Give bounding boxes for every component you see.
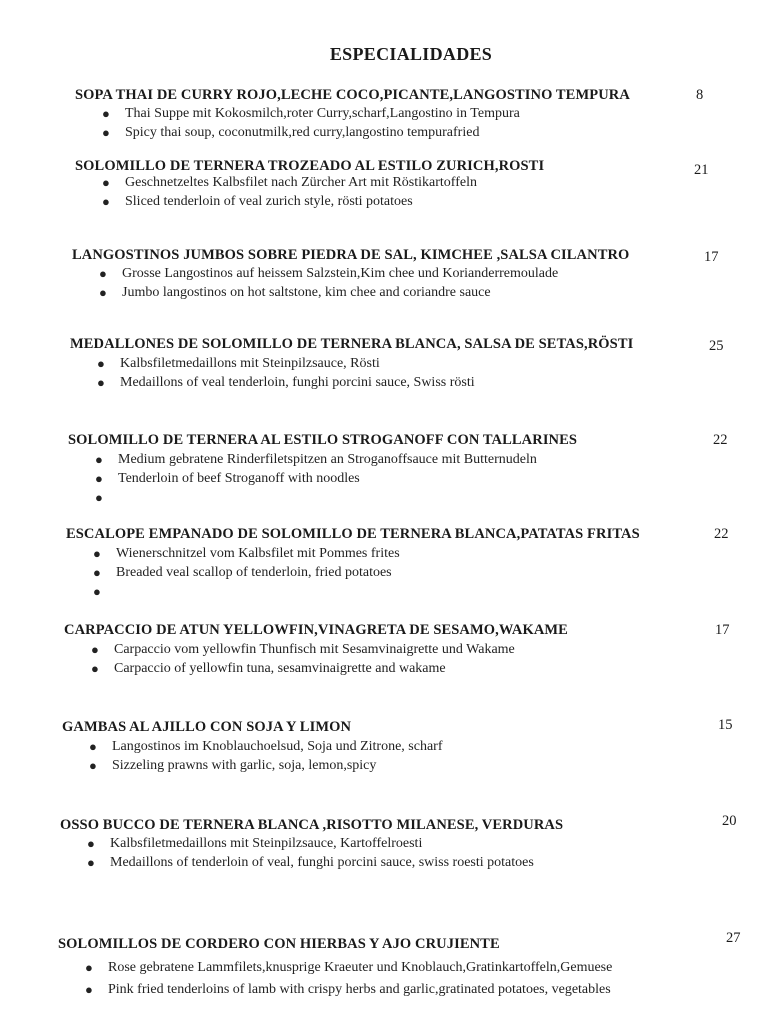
description-text: Medaillons of tenderloin of veal, funghi porcini sauce, swiss roesti potatoes: [110, 855, 534, 870]
description-text: Wienerschnitzel vom Kalbsfilet mit Pommes frites: [116, 546, 400, 561]
description-text: Tenderloin of beef Stroganoff with noodles: [118, 471, 360, 486]
dish-name: CARPACCIO DE ATUN YELLOWFIN,VINAGRETA DE SESAMO,WAKAME: [64, 622, 568, 638]
description-text: Sizzeling prawns with garlic, soja, lemon,spicy: [112, 758, 377, 773]
description-list: [70, 354, 633, 392]
description-line-en: [75, 123, 630, 142]
description-line-de: [68, 450, 577, 469]
bullet-icon: ●: [99, 266, 107, 281]
description-list: [58, 957, 612, 1001]
description-line-de: [62, 737, 443, 756]
dish-name: MEDALLONES DE SOLOMILLO DE TERNERA BLANCA, SALSA DE SETAS,RÖSTI: [70, 336, 634, 352]
menu-item-stroganoff: [68, 431, 728, 507]
dish-name: ESCALOPE EMPANADO DE SOLOMILLO DE TERNERA BLANCA,PATATAS FRITAS: [66, 526, 640, 542]
dish-name: GAMBAS AL AJILLO CON SOJA Y LIMON: [62, 719, 352, 735]
description-text: Geschnetzeltes Kalbsfilet nach Zürcher Art mit Röstikartoffeln: [125, 175, 477, 190]
bullet-icon: ●: [89, 758, 97, 773]
menu-item-osso-bucco: [60, 813, 737, 872]
dish-price: 20: [722, 813, 737, 829]
dish-name: SOLOMILLO DE TERNERA AL ESTILO STROGANOFF CON TALLARINES: [68, 432, 578, 448]
description-line-de: [66, 544, 640, 563]
description-line-empty: [66, 582, 640, 601]
dish-name: SOPA THAI DE CURRY ROJO,LECHE COCO,PICANTE,LANGOSTINO TEMPURA: [75, 87, 630, 103]
menu-item-escalope: [66, 525, 729, 601]
menu-item-sopa-thai: [75, 86, 704, 142]
description-text: Carpaccio vom yellowfin Thunfisch mit Sesamvinaigrette und Wakame: [114, 642, 515, 657]
description-text: Breaded veal scallop of tenderloin, fried potatoes: [116, 565, 392, 580]
dish-price: 25: [709, 338, 724, 354]
description-text: Sliced tenderloin of veal zurich style, rösti potatoes: [125, 194, 413, 209]
description-list: [75, 173, 544, 211]
description-list: [60, 834, 563, 872]
description-line-en: [64, 659, 568, 678]
dish-name: SOLOMILLO DE TERNERA TROZEADO AL ESTILO ZURICH,ROSTI: [75, 158, 545, 174]
description-list: [66, 544, 640, 601]
dish-price: 27: [726, 930, 741, 946]
bullet-icon: ●: [97, 356, 105, 371]
bullet-icon: ●: [93, 546, 101, 561]
description-line-de: [72, 264, 629, 283]
bullet-icon: ●: [93, 584, 101, 599]
description-line-en: [58, 979, 612, 1001]
bullet-icon: ●: [89, 739, 97, 754]
bullet-icon: ●: [95, 490, 103, 505]
description-text: Carpaccio of yellowfin tuna, sesamvinaigrette and wakame: [114, 661, 446, 676]
bullet-icon: ●: [102, 125, 110, 140]
dish-price: 17: [704, 249, 719, 265]
description-line-empty: [68, 488, 577, 507]
menu-item-cordero: [58, 930, 741, 1001]
dish-price: 17: [715, 622, 730, 638]
description-text: Thai Suppe mit Kokosmilch,roter Curry,scharf,Langostino in Tempura: [125, 106, 520, 121]
bullet-icon: ●: [95, 452, 103, 467]
dish-name: OSSO BUCCO DE TERNERA BLANCA ,RISOTTO MILANESE, VERDURAS: [60, 817, 564, 833]
dish-price: 22: [713, 432, 728, 448]
bullet-icon: ●: [87, 855, 95, 870]
description-line-en: [72, 283, 629, 302]
bullet-icon: ●: [91, 642, 99, 657]
description-line-de: [64, 640, 568, 659]
bullet-icon: ●: [97, 375, 105, 390]
description-line-de: [58, 957, 612, 979]
description-text: Rose gebratene Lammfilets,knusprige Kraeuter und Knoblauch,Gratinkartoffeln,Gemuese: [108, 960, 613, 975]
description-text: Langostinos im Knoblauchoelsud, Soja und Zitrone, scharf: [112, 739, 443, 754]
dish-price: 21: [694, 162, 709, 178]
bullet-icon: ●: [102, 175, 110, 190]
bullet-icon: ●: [99, 285, 107, 300]
description-text: Medaillons of veal tenderloin, funghi porcini sauce, Swiss rösti: [120, 375, 475, 390]
menu-item-gambas: [62, 717, 733, 775]
description-text: Spicy thai soup, coconutmilk,red curry,langostino tempurafried: [125, 125, 480, 140]
description-text: Grosse Langostinos auf heissem Salzstein,Kim chee und Korianderremoulade: [122, 266, 559, 281]
description-line-en: [68, 469, 577, 488]
description-text: Kalbsfiletmedaillons mit Steinpilzsauce, Rösti: [120, 356, 380, 371]
description-text: Jumbo langostinos on hot saltstone, kim chee and coriandre sauce: [122, 285, 491, 300]
bullet-icon: ●: [93, 565, 101, 580]
description-line-de: [75, 104, 630, 123]
dish-price: 22: [714, 526, 729, 542]
description-list: [72, 264, 629, 302]
dish-price: 15: [718, 717, 733, 733]
description-line-de: [60, 834, 563, 853]
description-line-en: [66, 563, 640, 582]
description-list: [75, 104, 630, 142]
bullet-icon: ●: [102, 194, 110, 209]
description-list: [62, 737, 443, 775]
menu-item-carpaccio: [64, 621, 730, 678]
description-text: Kalbsfiletmedaillons mit Steinpilzsauce, Kartoffelroesti: [110, 836, 423, 851]
menu-item-medallones: [70, 335, 724, 392]
description-line-en: [60, 853, 563, 872]
dish-name: SOLOMILLOS DE CORDERO CON HIERBAS Y AJO CRUJIENTE: [58, 936, 500, 952]
bullet-icon: ●: [91, 661, 99, 676]
bullet-icon: ●: [85, 960, 93, 975]
description-line-de: [75, 173, 544, 192]
bullet-icon: ●: [87, 836, 95, 851]
bullet-icon: ●: [95, 471, 103, 486]
description-line-en: [62, 756, 443, 775]
description-list: [68, 450, 577, 507]
menu-title: ESPECIALIDADES: [329, 44, 493, 64]
dish-name: LANGOSTINOS JUMBOS SOBRE PIEDRA DE SAL, KIMCHEE ,SALSA CILANTRO: [72, 247, 630, 263]
description-line-en: [75, 192, 544, 211]
menu-item-langostinos-jumbos: [72, 246, 719, 302]
description-text: Medium gebratene Rinderfiletspitzen an Stroganoffsauce mit Butternudeln: [118, 452, 537, 467]
description-line-en: [70, 373, 633, 392]
bullet-icon: ●: [85, 982, 93, 997]
bullet-icon: ●: [102, 106, 110, 121]
description-list: [64, 640, 568, 678]
description-text: Pink fried tenderloins of lamb with crispy herbs and garlic,gratinated potatoes, vegetables: [108, 982, 611, 997]
menu-item-solomillo-zurich: [75, 157, 709, 211]
dish-price: 8: [696, 87, 704, 103]
description-line-de: [70, 354, 633, 373]
